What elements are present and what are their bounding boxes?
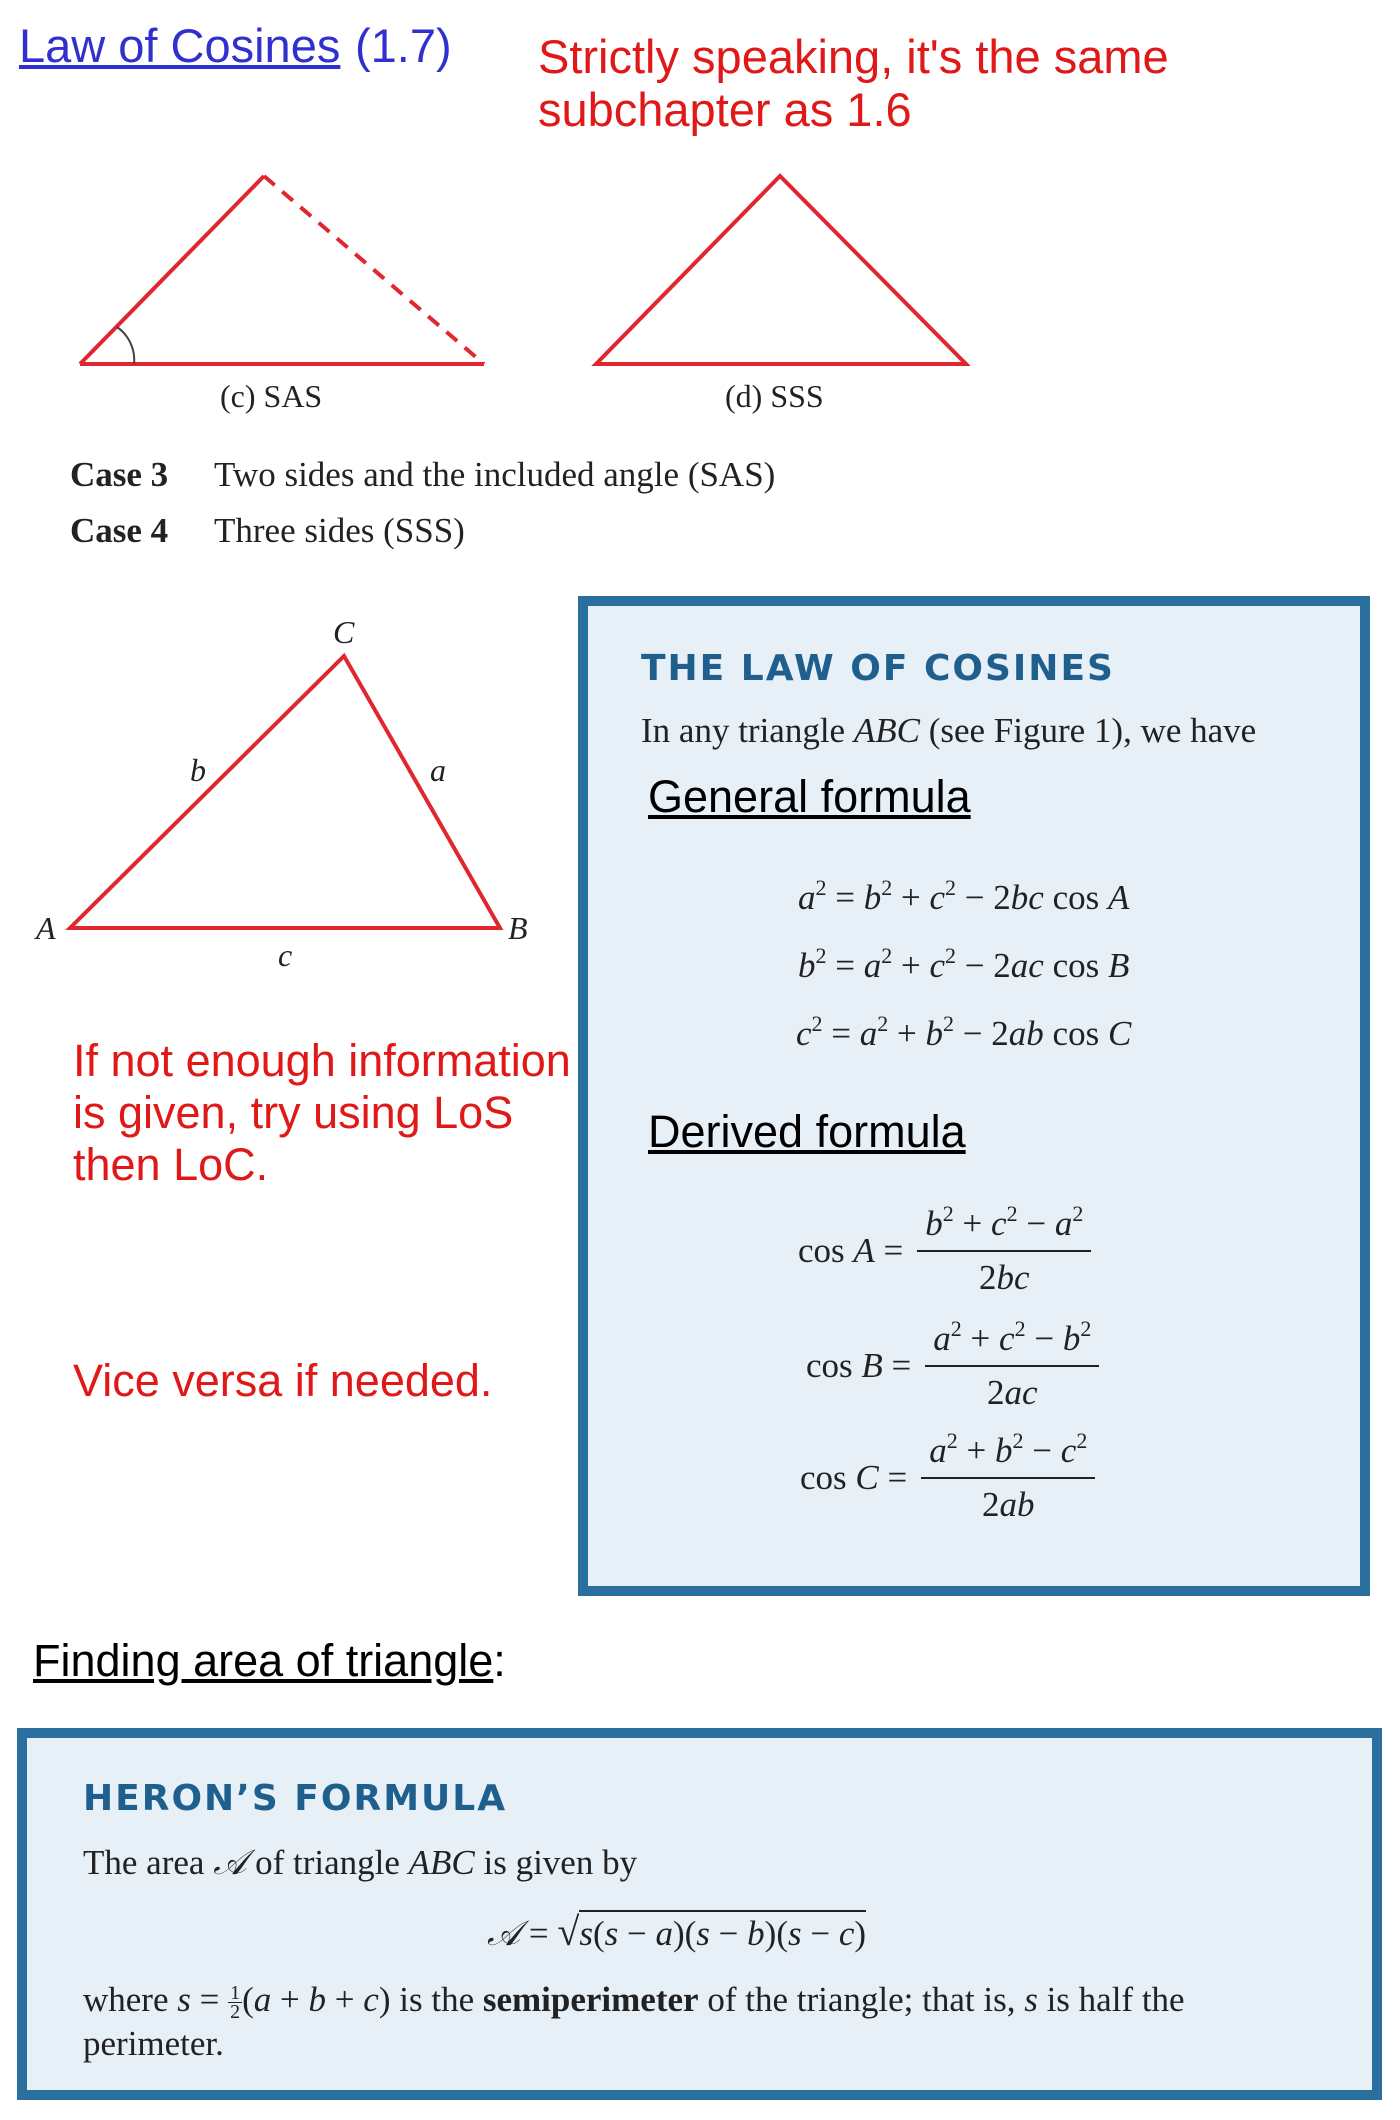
case-3-text: Two sides and the included angle (SAS) <box>214 455 776 494</box>
formula-c-squared: $c^2 = a^2 + b^2 - 2ab$ cos C <box>796 1011 1132 1053</box>
vertex-c-label: C <box>333 614 355 650</box>
subchapter-note: Strictly speaking, it's the same subchapter as 1.6 <box>538 30 1169 136</box>
title-number: (1.7) <box>355 19 452 72</box>
formula-cos-a: cos A = $\frac{b^2 + c^2 - a^2}{2bc}$ <box>798 1204 1091 1298</box>
case-4-label: Case 4 <box>70 511 169 550</box>
derived-formula-heading: Derived formula <box>648 1106 966 1157</box>
general-formula-heading: General formula <box>648 771 971 822</box>
formula-cos-b: cos B = $\frac{a^2 + c^2 - b^2}{2ac}$ <box>806 1319 1099 1413</box>
side-note-1: If not enough information is given, try using LoS then LoC. <box>73 1035 571 1190</box>
heron-box-heading: HERON’S FORMULA <box>83 1778 508 1819</box>
title-link[interactable]: Law of Cosines <box>19 19 341 72</box>
sas-caption: (c) SAS <box>220 378 323 414</box>
side-b-label: b <box>190 752 206 788</box>
formula-cos-c: cos C = $\frac{a^2 + b^2 - c^2}{2ab}$ <box>800 1431 1095 1525</box>
herons-formula-box <box>17 1728 1382 2100</box>
side-a-label: a <box>430 752 446 788</box>
area-heading: Finding area of triangle: <box>33 1635 506 1686</box>
heron-formula: 𝒜 = √s(s − a)(s − b)(s − c) <box>487 1909 867 1954</box>
triangle-abc <box>70 656 500 928</box>
heron-intro: The area 𝒜 of triangle ABC is given by <box>83 1843 638 1882</box>
case-4-text: Three sides (SSS) <box>214 511 465 550</box>
law-of-cosines-box <box>578 596 1370 1596</box>
vertex-a-label: A <box>36 910 56 946</box>
cosine-box-heading: THE LAW OF COSINES <box>641 648 1115 689</box>
cosine-intro: In any triangle ABC (see Figure 1), we have <box>641 711 1257 750</box>
side-c-label: c <box>278 937 293 973</box>
angle-arc <box>117 327 134 364</box>
formula-b-squared: $b^2 = a^2 + c^2 - 2ac$ cos B <box>798 943 1130 985</box>
cases-figure <box>0 160 1000 380</box>
semiperimeter-text: where s = $\frac{1}{2}$ (a + b + c) is the semiperimeter of the triangle; that is, s is half the perimeter. <box>83 1980 1185 2063</box>
formula-a-squared: $a^2 = b^2 + c^2 - 2bc$ cos A <box>798 875 1130 917</box>
sss-triangle <box>596 176 966 364</box>
vertex-b-label: B <box>508 910 528 946</box>
case-3-label: Case 3 <box>70 455 169 494</box>
sss-caption: (d) SSS <box>725 378 824 414</box>
side-note-2: Vice versa if needed. <box>73 1355 493 1406</box>
sas-triangle <box>80 176 484 364</box>
